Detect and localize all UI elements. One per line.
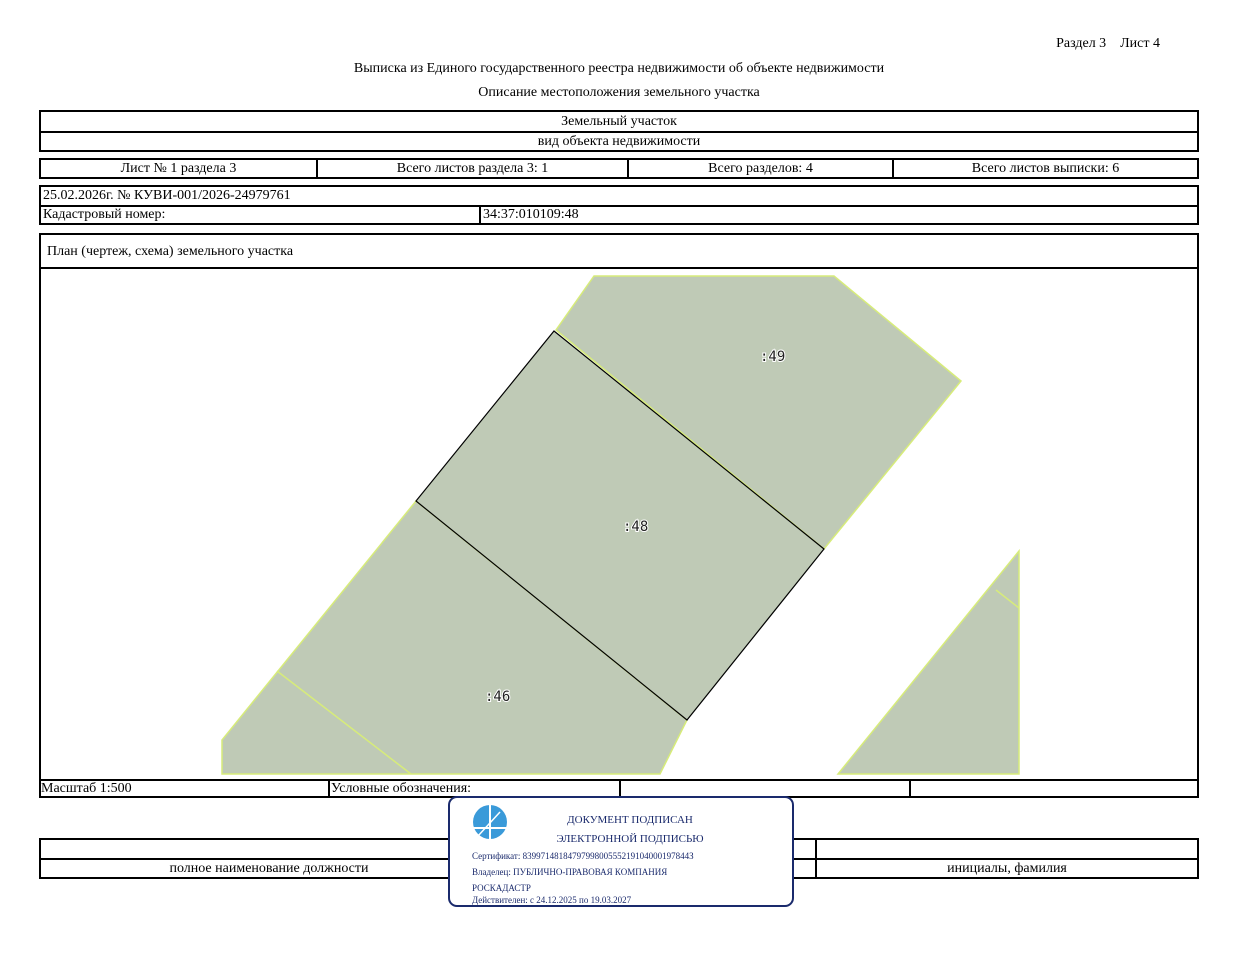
stamp-owner: Владелец: ПУБЛИЧНО-ПРАВОВАЯ КОМПАНИЯ bbox=[472, 867, 668, 877]
position-caption: полное наименование должности bbox=[169, 861, 369, 876]
sheet-info-row bbox=[39, 158, 1199, 179]
document-subtitle: Описание местоположения земельного участка bbox=[478, 85, 760, 100]
cadastral-label: Кадастровый номер: bbox=[43, 207, 166, 222]
legend-label: Условные обозначения: bbox=[330, 781, 621, 796]
legend-cell-2 bbox=[911, 781, 1197, 796]
document-title: Выписка из Единого государственного реестра недвижимости об объекте недвижимости bbox=[353, 61, 885, 76]
parcel-label-48: :48 bbox=[623, 519, 649, 535]
date-number: 25.02.2026г. № КУВИ-001/2026-24979761 bbox=[43, 188, 291, 203]
cadastral-number: 34:37:010109:48 bbox=[483, 207, 579, 222]
stamp-line-2: ЭЛЕКТРОННОЙ ПОДПИСЬЮ bbox=[556, 833, 704, 845]
object-kind-caption: вид объекта недвижимости bbox=[537, 134, 701, 149]
parcel-plan-drawing bbox=[41, 235, 1197, 796]
stamp-valid: Действителен: с 24.12.2025 по 19.03.2027 bbox=[472, 895, 632, 905]
object-kind-block bbox=[39, 110, 1199, 152]
object-kind: Земельный участок bbox=[561, 114, 677, 129]
rosreestr-emblem-icon bbox=[472, 804, 510, 842]
name-caption: инициалы, фамилия bbox=[947, 861, 1067, 876]
parcel-right bbox=[838, 551, 1019, 774]
parcel-label-46: :46 bbox=[485, 689, 511, 705]
plan-block bbox=[39, 233, 1199, 798]
stamp-certificate: Сертификат: 8399714818479799800555219104000197844З bbox=[472, 851, 694, 861]
section-sheet: Раздел 3 Лист 4 bbox=[1056, 36, 1160, 51]
total-sections: Всего разделов: 4 bbox=[629, 160, 894, 177]
sheet-number: Лист № 1 раздела 3 bbox=[41, 160, 318, 177]
plan-title: План (чертеж, схема) земельного участка bbox=[47, 244, 294, 259]
stamp-owner-2: РОСКАДАСТР bbox=[472, 883, 531, 893]
scale: Масштаб 1:500 bbox=[41, 781, 330, 796]
stamp-line-1: ДОКУМЕНТ ПОДПИСАН bbox=[567, 814, 693, 826]
total-sheets-extract: Всего листов выписки: 6 bbox=[971, 161, 1120, 176]
total-sheets-section: Всего листов раздела 3: 1 bbox=[318, 160, 629, 177]
document-info-block bbox=[39, 185, 1199, 225]
parcel-label-49: :49 bbox=[760, 349, 786, 365]
legend-cell-1 bbox=[621, 781, 911, 796]
electronic-signature-stamp bbox=[448, 796, 794, 907]
